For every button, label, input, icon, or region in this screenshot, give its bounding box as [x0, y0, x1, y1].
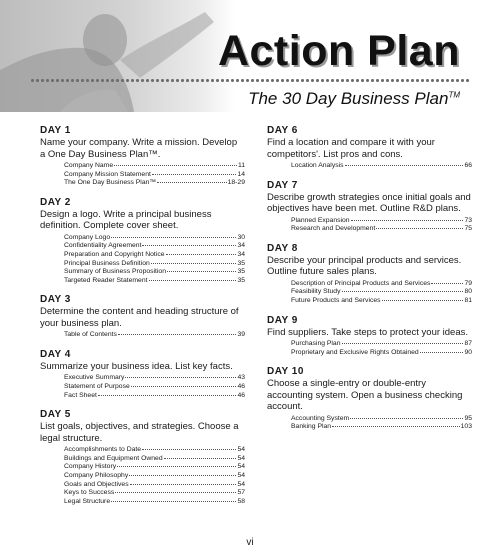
dot-leader	[118, 334, 237, 335]
toc-entry	[40, 171, 245, 180]
businessman-photo-icon	[0, 0, 235, 112]
entry-page-number: 57	[237, 489, 245, 497]
day-title: DAY 8	[267, 242, 298, 254]
toc-entry	[40, 463, 245, 472]
entry-page-number: 43	[237, 374, 245, 382]
toc-entry	[40, 481, 245, 490]
entry-label: Fact Sheet	[64, 391, 97, 399]
dot-leader	[111, 501, 236, 502]
entry-label: Accounting System	[291, 414, 350, 422]
entry-page-number: 73	[464, 216, 472, 224]
entry-page-number: 80	[464, 288, 472, 296]
entry-page-number: 18-29	[227, 179, 245, 187]
entry-page-number: 35	[237, 276, 245, 284]
dot-leader	[129, 475, 236, 476]
entry-page-number: 54	[237, 480, 245, 488]
entry-page-number: 81	[464, 296, 472, 304]
entry-label: Legal Structure	[64, 497, 111, 505]
entry-label: Statement of Purpose	[64, 383, 130, 391]
toc-entry	[40, 374, 245, 383]
toc-entry	[267, 349, 472, 358]
dot-leader	[115, 492, 236, 493]
day-title: DAY 5	[40, 409, 71, 421]
entry-label: Principal Business Definition	[64, 259, 150, 267]
page-number: vi	[246, 537, 254, 548]
entry-label: Targeted Reader Statement	[64, 276, 148, 284]
day-title: DAY 9	[267, 314, 298, 326]
toc-entry	[40, 472, 245, 481]
left-column	[40, 124, 245, 514]
entry-page-number: 66	[464, 162, 472, 169]
day-description: Determine the content and heading structure of your business plan.	[40, 306, 239, 329]
entry-page-number: 30	[237, 233, 245, 241]
day-description: Find suppliers. Take steps to protect your ideas.	[267, 326, 469, 338]
entry-page-number: 54	[237, 472, 245, 479]
toc-entry	[40, 162, 245, 171]
day-title: DAY 2	[40, 196, 71, 208]
day-description: Describe your principal products and services. Outline future sales plans.	[267, 254, 462, 278]
dot-leader	[166, 254, 237, 255]
dot-leader	[131, 386, 237, 387]
dot-leader	[111, 237, 236, 238]
day-section	[40, 293, 245, 340]
dot-leader	[157, 182, 226, 183]
dot-leader	[114, 165, 237, 166]
entry-label: Location Analysis	[291, 162, 344, 169]
toc-entry	[267, 225, 472, 234]
entry-label: Goals and Objectives	[64, 480, 129, 488]
toc-entry	[267, 415, 472, 424]
entry-page-number: 54	[237, 454, 245, 462]
day-section	[267, 179, 472, 234]
entry-page-number: 35	[237, 268, 245, 276]
entry-label: Future Products and Services	[291, 296, 381, 304]
dot-leader	[420, 352, 464, 353]
day-section	[267, 365, 472, 432]
entry-page-number: 75	[464, 225, 472, 233]
subtitle-text: The 30 Day Business Plan	[248, 89, 449, 108]
entry-label: Company Philosophy	[64, 472, 129, 479]
toc-entry	[40, 446, 245, 455]
dot-leader	[130, 484, 237, 485]
day-section	[267, 242, 472, 306]
day-title: DAY 1	[40, 125, 71, 136]
entry-label: Company Logo	[64, 233, 111, 241]
day-title: DAY 3	[40, 294, 71, 306]
toc-entry	[40, 498, 245, 507]
page-title: Action Plan	[217, 27, 460, 75]
toc-entry	[40, 179, 245, 188]
day-section	[40, 196, 245, 286]
toc-entry	[40, 331, 245, 340]
dot-leader	[152, 174, 237, 175]
dot-leader	[98, 395, 237, 396]
day-title: DAY 6	[267, 125, 298, 136]
day-section	[40, 124, 245, 188]
entry-label: Executive Summary	[64, 374, 125, 382]
toc-entry	[40, 277, 245, 286]
toc-entry	[267, 288, 472, 297]
entry-label: Research and Development	[291, 225, 376, 233]
dot-leader	[332, 426, 460, 427]
entry-label: Confidentiality Agreement	[64, 242, 142, 250]
entry-label: Feasibility Study	[291, 288, 341, 296]
day-description: Summarize your business idea. List key facts.	[40, 360, 233, 372]
entry-label: Preparation and Copyright Notice	[64, 250, 165, 258]
entry-page-number: 34	[237, 242, 245, 250]
trademark-mark: TM	[448, 90, 460, 100]
entry-label: Company Mission Statement	[64, 170, 151, 178]
dot-leader	[125, 377, 236, 378]
toc-entry	[40, 260, 245, 269]
entry-label: Summary of Business Proposition	[64, 268, 166, 276]
entry-page-number: 79	[464, 279, 472, 287]
toc-entry	[40, 251, 245, 260]
entry-page-number: 46	[237, 391, 245, 399]
day-title: DAY 4	[40, 348, 71, 360]
dot-leader	[149, 280, 237, 281]
dot-leader	[382, 300, 464, 301]
dot-leader	[431, 283, 463, 284]
day-section	[267, 314, 472, 358]
entry-page-number: 11	[237, 162, 245, 169]
entry-label: Banking Plan	[291, 423, 332, 431]
day-description: Describe growth strategies once initial goals and objectives have been met. Outline R&D plans.	[267, 191, 471, 215]
toc-entry	[267, 340, 472, 349]
entry-page-number: 14	[237, 170, 245, 178]
day-section	[40, 348, 245, 400]
dot-leader	[142, 449, 236, 450]
toc-entry	[40, 383, 245, 392]
entry-label: Purchasing Plan	[291, 340, 341, 348]
entry-label: Company History	[64, 463, 117, 471]
day-title: DAY 10	[267, 366, 304, 378]
entry-page-number: 90	[464, 348, 472, 356]
entry-page-number: 54	[237, 446, 245, 454]
entry-label: Keys to Success	[64, 489, 115, 497]
toc-entry	[40, 242, 245, 251]
toc-entry	[267, 217, 472, 226]
dot-leader	[151, 263, 237, 264]
day-description: List goals, objectives, and strategies. Choose a legal structure.	[40, 421, 239, 444]
header-photo	[0, 0, 235, 112]
entry-page-number: 103	[460, 423, 472, 431]
dot-leader	[167, 271, 236, 272]
toc-entry	[40, 268, 245, 277]
toc-entry	[267, 280, 472, 289]
toc-entry	[40, 489, 245, 498]
day-section	[267, 124, 472, 171]
dot-leader	[117, 466, 236, 467]
entry-label: Company Name	[64, 162, 114, 169]
toc-entry	[40, 234, 245, 243]
entry-label: Description of Principal Products and Services	[291, 279, 431, 287]
entry-label: Table of Contents	[64, 331, 117, 339]
dot-leader	[164, 458, 237, 459]
toc-entry	[267, 423, 472, 432]
entry-page-number: 95	[464, 414, 472, 422]
entry-page-number: 35	[237, 259, 245, 267]
entry-page-number: 87	[464, 340, 472, 348]
dot-leader	[345, 165, 464, 166]
entry-page-number: 34	[237, 250, 245, 258]
dot-leader	[142, 245, 236, 246]
entry-page-number: 58	[237, 497, 245, 505]
day-description: Name your company. Write a mission. Develop a One Day Business Plan™.	[40, 137, 238, 160]
day-section	[40, 408, 245, 506]
day-description: Choose a single-entry or double-entry accounting system. Open a business checking account.	[267, 378, 463, 413]
dot-leader	[376, 228, 463, 229]
entry-label: Proprietary and Exclusive Rights Obtained	[291, 348, 419, 356]
right-column	[267, 124, 472, 440]
day-title: DAY 7	[267, 179, 298, 191]
entry-label: Accomplishments to Date	[64, 446, 142, 454]
page-subtitle	[248, 89, 460, 109]
entry-label: The One Day Business Plan™	[64, 179, 157, 187]
entry-page-number: 39	[237, 331, 245, 339]
entry-label: Buildings and Equipment Owned	[64, 454, 163, 462]
dot-leader	[350, 418, 463, 419]
dotted-divider	[30, 78, 470, 83]
day-description: Design a logo. Write a principal business definition. Complete cover sheet.	[40, 208, 212, 232]
entry-page-number: 54	[237, 463, 245, 471]
dot-leader	[351, 220, 464, 221]
entry-label: Planned Expansion	[291, 216, 350, 224]
entry-page-number: 46	[237, 383, 245, 391]
toc-entry	[267, 162, 472, 171]
dot-leader	[342, 343, 464, 344]
toc-entry	[40, 392, 245, 401]
day-description: Find a location and compare it with your competitors'. List pros and cons.	[267, 137, 435, 160]
dot-leader	[342, 291, 464, 292]
toc-entry	[40, 455, 245, 464]
toc-entry	[267, 297, 472, 306]
